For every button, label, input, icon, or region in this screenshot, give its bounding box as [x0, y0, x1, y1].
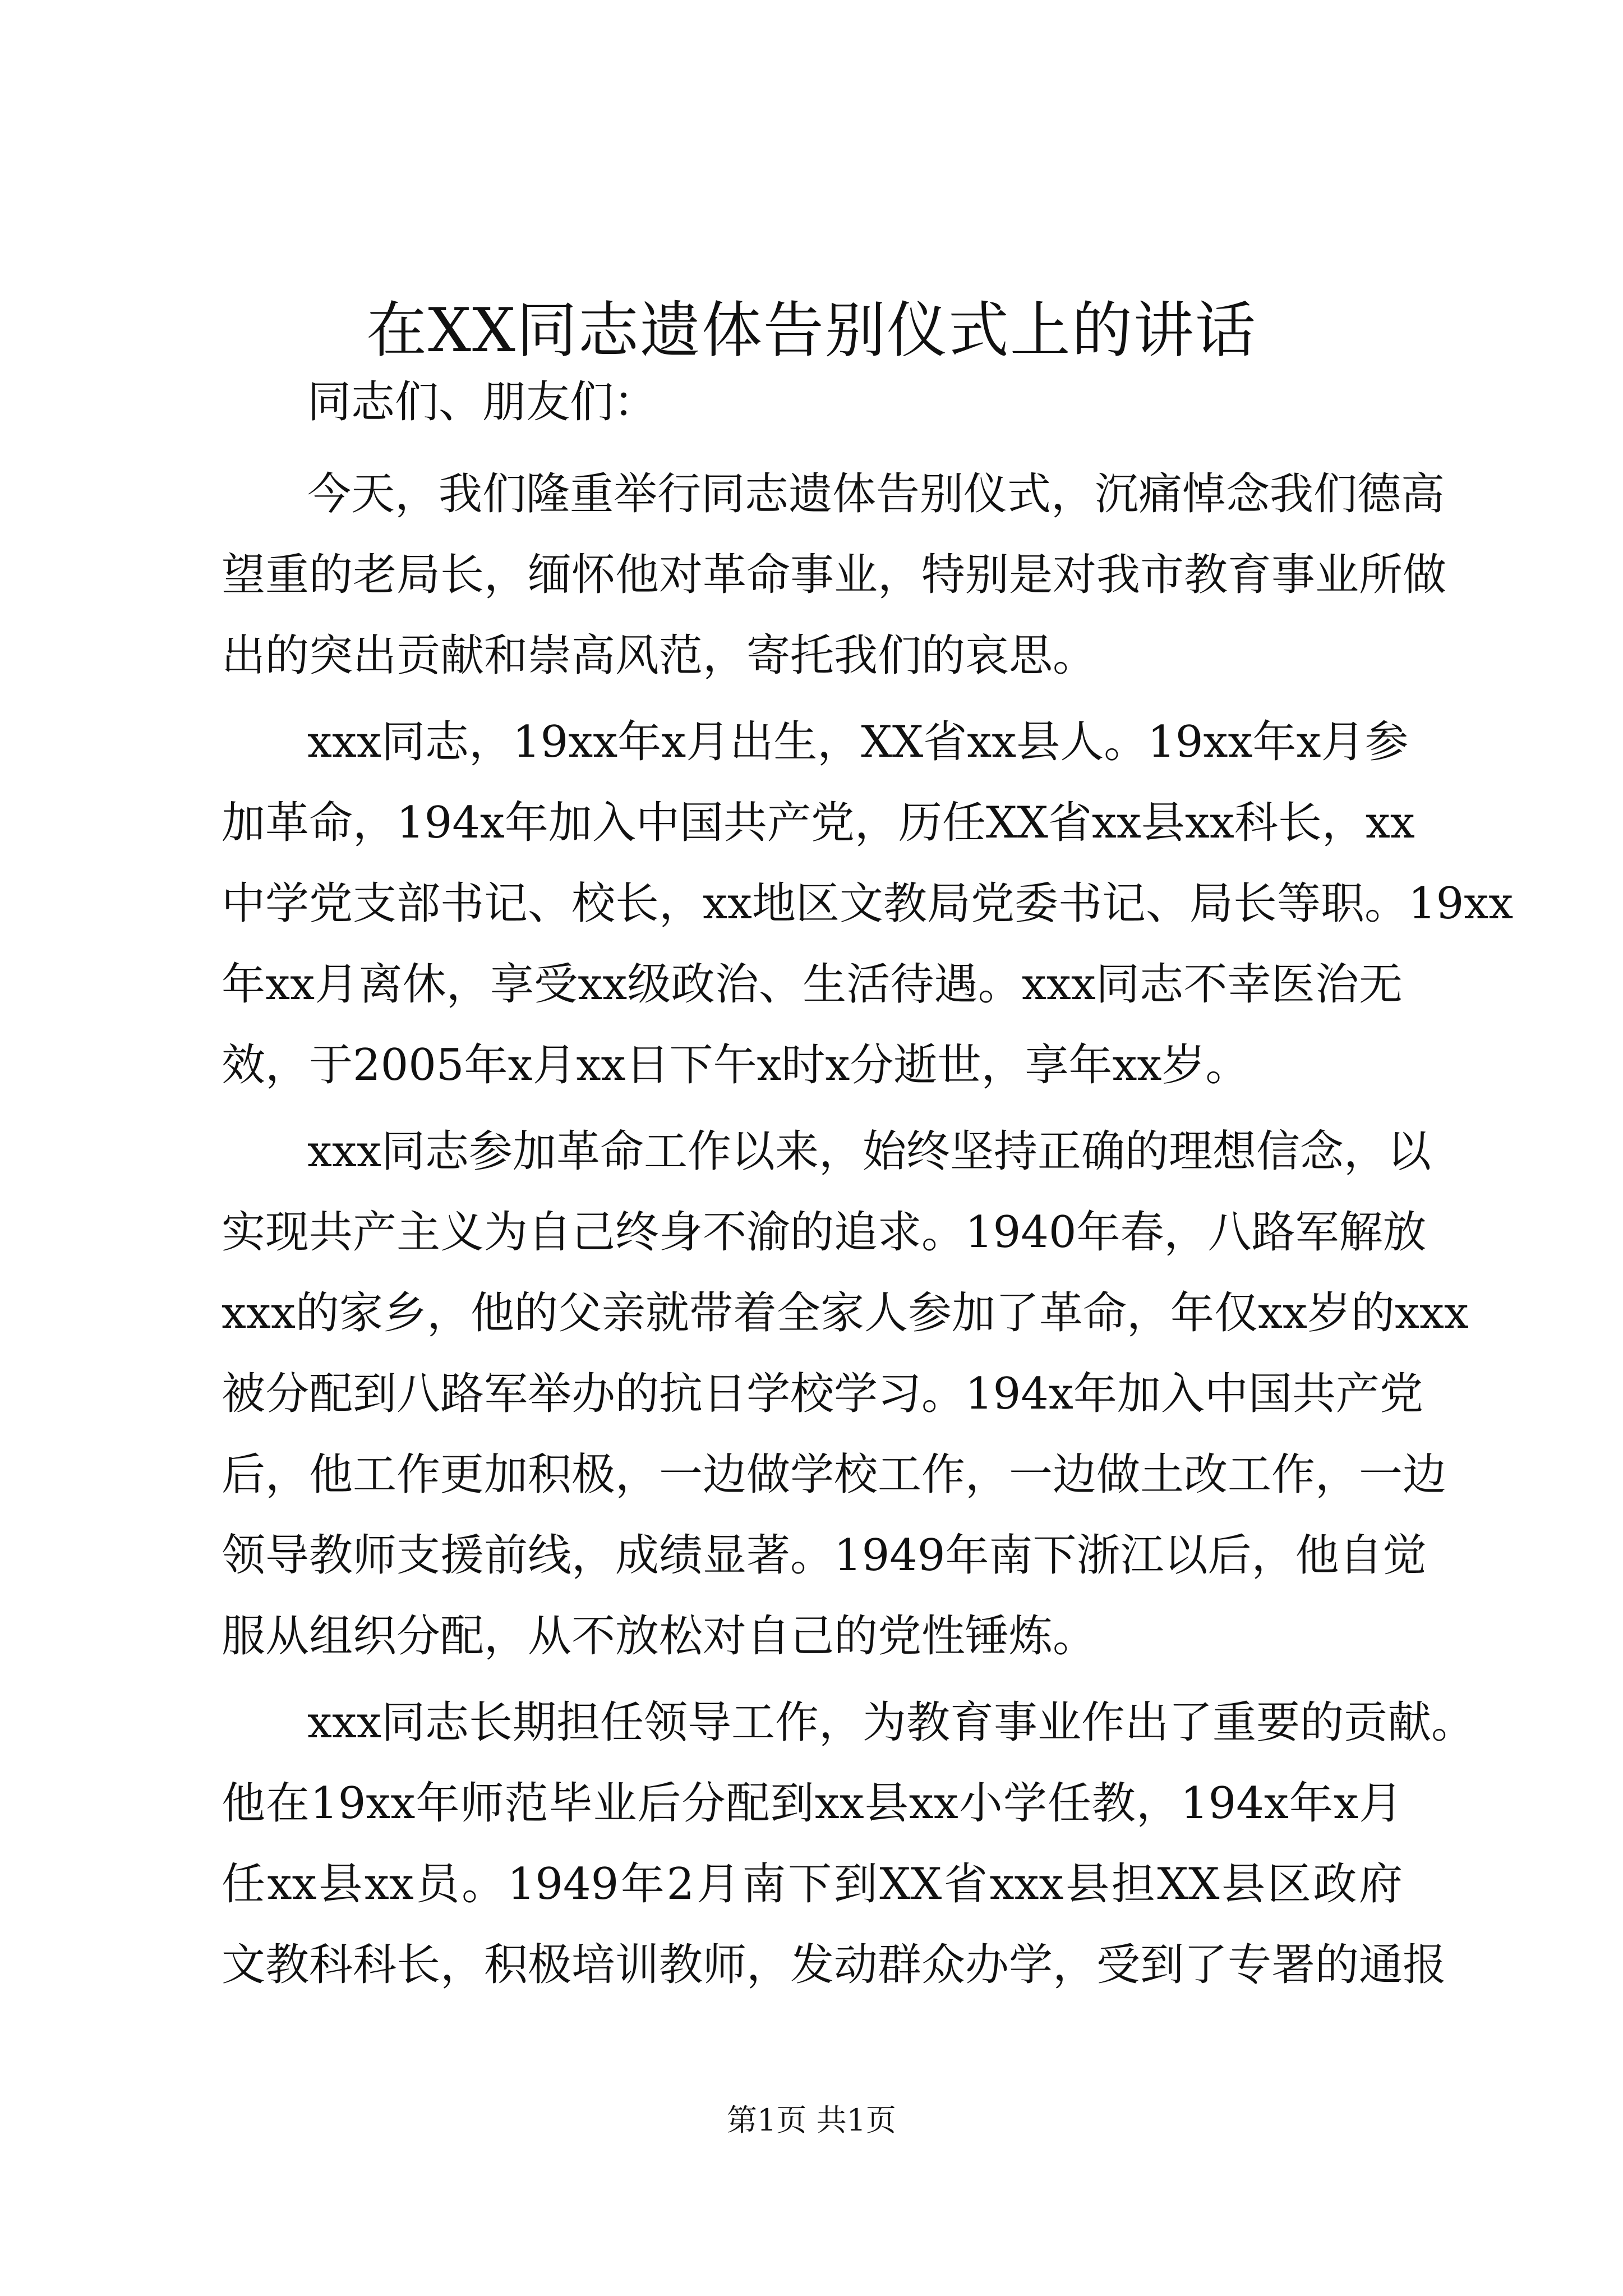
paragraph-2-line-3: 中学党支部书记、校长，xx地区文教局党委书记、局长等职。19xx: [222, 878, 1514, 929]
paragraph-3-line-5: 后，他工作更加积极，一边做学校工作，一边做土改工作，一边: [222, 1450, 1447, 1500]
paragraph-2-line-4: 年xx月离休，享受xx级政治、生活待遇。xxx同志不幸医治无: [222, 959, 1403, 1010]
paragraph-1-line-1: 今天，我们隆重举行同志遗体告别仪式，沉痛悼念我们德高: [307, 469, 1445, 519]
paragraph-2-line-5: 效，于2005年x月xx日下午x时x分逝世，享年xx岁。: [222, 1040, 1249, 1091]
paragraph-3-line-1: xxx同志参加革命工作以来，始终坚持正确的理想信念，以: [307, 1126, 1431, 1177]
paragraph-3-line-6: 领导教师支援前线，成绩显著。1949年南下浙江以后，他自觉: [222, 1530, 1427, 1581]
paragraph-4-line-2: 他在19xx年师范毕业后分配到xx县xx小学任教，194x年x月: [222, 1778, 1403, 1829]
paragraph-4-line-3: 任xx县xx员。1949年2月南下到XX省xxx县担XX县区政府: [222, 1859, 1403, 1910]
paragraph-3-line-7: 服从组织分配，从不放松对自己的党性锤炼。: [222, 1611, 1097, 1662]
paragraph-4-line-4: 文教科科长，积极培训教师，发动群众办学，受到了专署的通报: [222, 1940, 1447, 1990]
paragraph-4-line-1: xxx同志长期担任领导工作，为教育事业作出了重要的贡献。: [307, 1697, 1475, 1748]
paragraph-2-line-2: 加革命，194x年加入中国共产党，历任XX省xx县xx科长，xx: [222, 798, 1415, 848]
paragraph-1-line-3: 出的突出贡献和崇高风范，寄托我们的哀思。: [222, 631, 1097, 681]
paragraph-3-line-2: 实现共产主义为自己终身不渝的追求。1940年春，八路军解放: [222, 1207, 1427, 1258]
document-title: 在XX同志遗体告别仪式上的讲话: [366, 296, 1257, 366]
paragraph-1-line-2: 望重的老局长，缅怀他对革命事业，特别是对我市教育事业所做: [222, 550, 1447, 600]
paragraph-3-line-4: 被分配到八路军举办的抗日学校学习。194x年加入中国共产党: [222, 1369, 1423, 1419]
page-number-footer: 第1页 共1页: [727, 2102, 896, 2138]
paragraph-2-line-1: xxx同志，19xx年x月出生，XX省xx县人。19xx年x月参: [307, 717, 1409, 767]
salutation: 同志们、朋友们：: [307, 377, 658, 427]
paragraph-3-line-3: xxx的家乡，他的父亲就带着全家人参加了革命，年仅xx岁的xxx: [222, 1288, 1469, 1338]
